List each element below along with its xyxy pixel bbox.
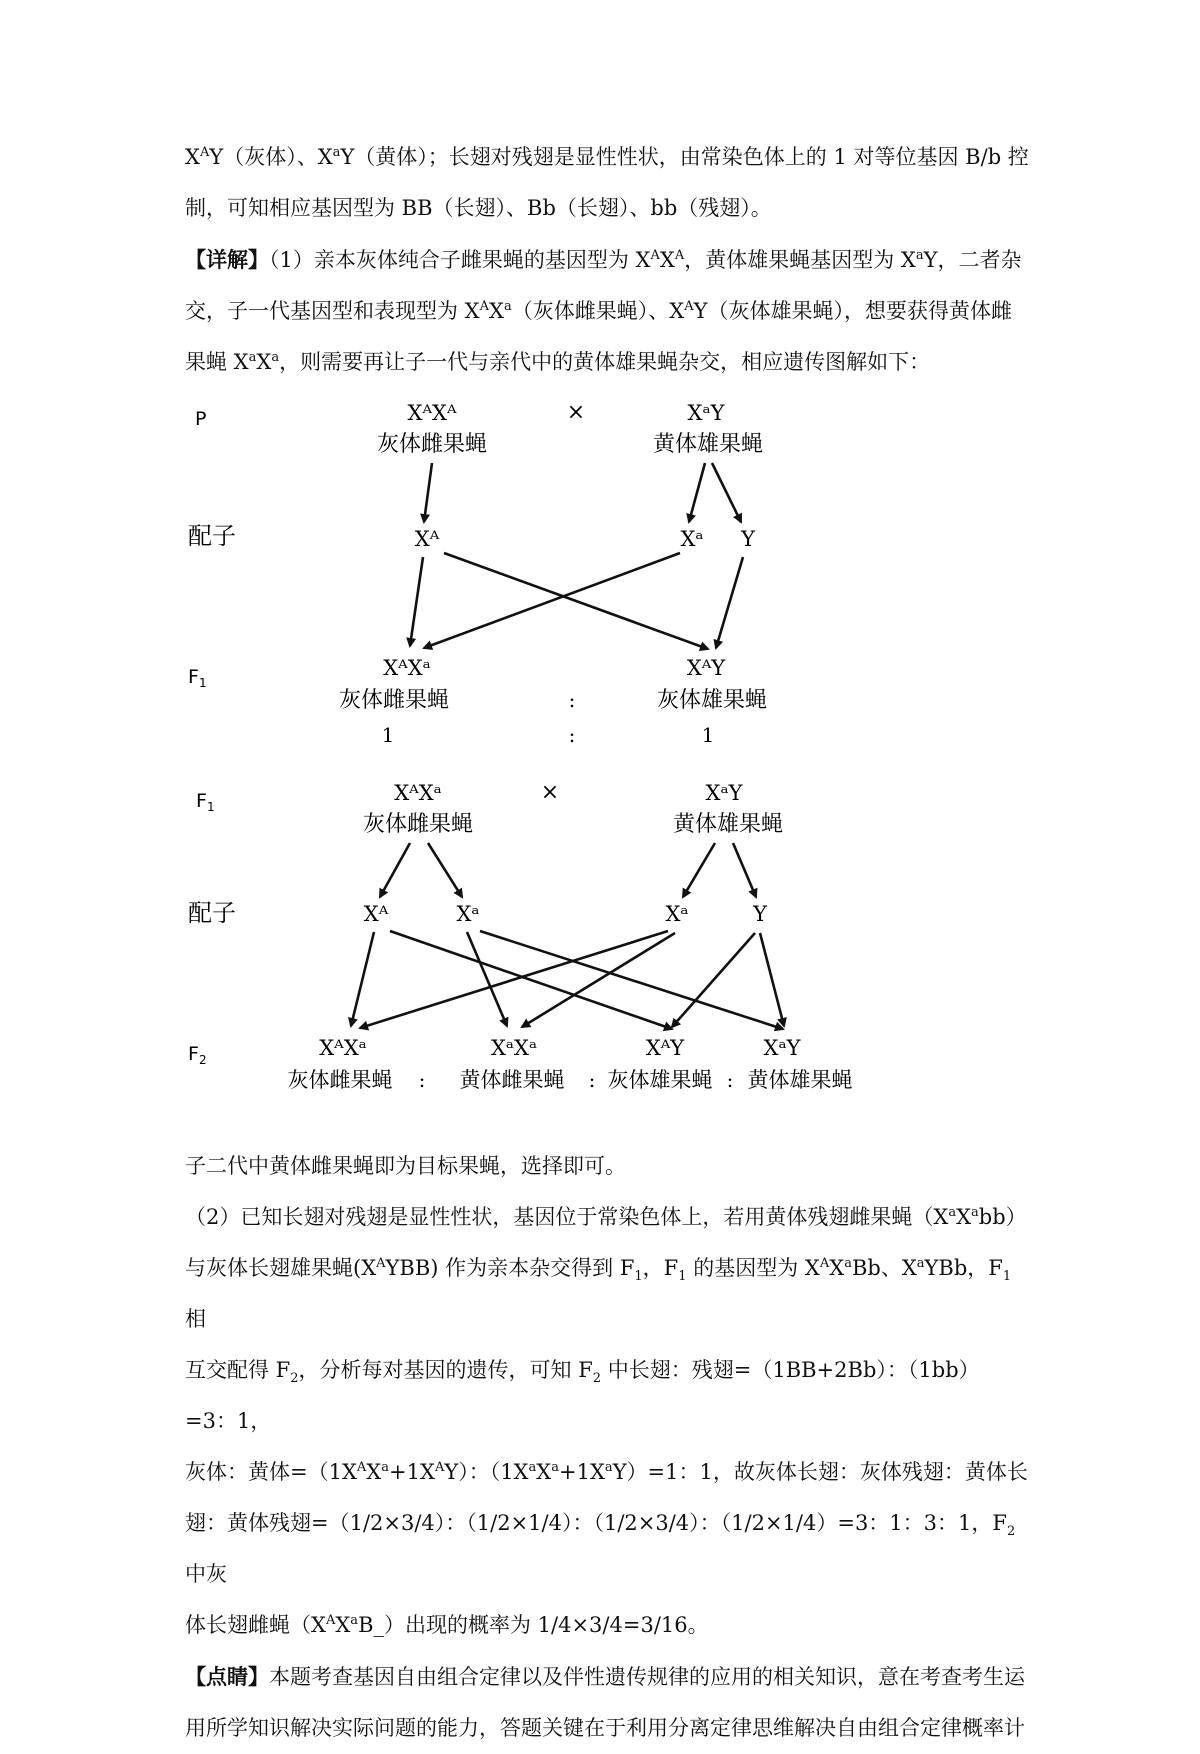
- part2-line-1: （2）已知长翅对残翅是显性性状，基因位于常染色体上，若用黄体残翅雌果蝇$(X^aX^abb)$: [185, 1205, 1027, 1229]
- f1-ratio-right: 1: [701, 723, 715, 747]
- f1-colon-2: :: [568, 723, 576, 747]
- f1-female-label: 灰体雌果蝇: [338, 688, 450, 713]
- intro-line-2: 制，可知相应基因型为 BB（长翅）、Bb（长翅）、bb（残翅）。: [185, 196, 772, 220]
- parent-male-label: 黄体雄果蝇: [652, 432, 764, 457]
- genetic-cross-diagram: [0, 385, 1200, 1105]
- comment-line-1: 【点睛】本题考查基因自由组合定律以及伴性遗传规律的应用的相关知识，意在考查考生运: [185, 1664, 1025, 1689]
- parent-male-genotype: XᵃY: [687, 401, 725, 425]
- part2-line-5: 翅：黄体残翅=（1/2×3/4）：（1/2×1/4）：（1/2×3/4）：（1/2×1/4）=3：1：3：1，$F_2$ 中灰: [185, 1511, 1016, 1586]
- part2-line-4: 灰体：黄体$=(1X^AX^a+1X^AY)$：$(1X^aX^a+1X^aY)=1$：1，故灰体长翅：灰体残翅：黄体长: [185, 1460, 1028, 1484]
- gamete2-XA: Xᴬ: [363, 902, 389, 926]
- f1-male-label: 灰体雄果蝇: [656, 688, 768, 713]
- part2-line-6: 体长翅雌蝇$(X^AX^aB\_)$出现的概率为 1/4×3/4=3/16。: [185, 1613, 709, 1637]
- f2-colon-3: :: [726, 1068, 734, 1092]
- diagram1-arrows: [410, 463, 743, 649]
- f2-label-4: 黄体雄果蝇: [747, 1068, 853, 1092]
- after-line-1: 子二代中黄体雌果蝇即为目标果蝇，选择即可。: [185, 1154, 626, 1178]
- gamete-Y: Y: [741, 527, 755, 551]
- row-label-gamete: 配子: [188, 522, 236, 550]
- gamete2-Xa-male: Xᵃ: [665, 902, 689, 926]
- detail-line-3: 果蝇 $X^aX^a$，则需要再让子一代与亲代中的黄体雄果蝇杂交，相应遗传图解如下：: [185, 350, 931, 374]
- row-label-f1: $F_1$: [188, 666, 207, 690]
- diagram-parent-cross: [188, 400, 767, 747]
- cross-symbol-2: ×: [540, 780, 560, 805]
- intro-paragraph: [185, 132, 1030, 388]
- part2-paragraph: [185, 1192, 1030, 1754]
- f2-genotype-3: XᴬY: [645, 1036, 685, 1060]
- row-label-p: P: [195, 408, 207, 430]
- detail-line-1: 【详解】（1）亲本灰体纯合子雌果蝇的基因型为 $X^AX^A$，黄体雄果蝇基因型为 $X^aY$，二者杂: [185, 247, 1022, 272]
- gamete-XA: Xᴬ: [414, 527, 440, 551]
- f2-label-2: 黄体雌果蝇: [459, 1068, 565, 1092]
- comment-line-2: 用所学知识解决实际问题的能力，答题关键在于利用分离定律思维解决自由组合定律概率计: [185, 1716, 1025, 1740]
- cross-symbol: ×: [566, 400, 586, 425]
- gamete2-Y: Y: [753, 902, 767, 926]
- row2-label-f1: $F_1$: [196, 790, 215, 814]
- parent-female-label: 灰体雌果蝇: [376, 432, 488, 457]
- f1-male-genotype: XᴬY: [686, 656, 726, 680]
- f1-cross-female-genotype: XᴬXᵃ: [394, 781, 442, 805]
- f1-ratio-left: 1: [381, 723, 395, 747]
- f2-label-1: 灰体雌果蝇: [287, 1068, 393, 1092]
- part2-line-2: 与灰体长翅雄果蝇$(X^AYBB)$ 作为亲本杂交得到 $F_1$，$F_1$ 的基因型为 $X^AX^aBb$、$X^aYBb$，$F_1$ 相: [185, 1256, 1012, 1331]
- after-diagram-text: [185, 1141, 1030, 1192]
- gamete-Xa: Xᵃ: [680, 527, 704, 551]
- f2-label-3: 灰体雄果蝇: [607, 1068, 713, 1092]
- f1-cross-male-genotype: XᵃY: [705, 781, 743, 805]
- f2-genotype-4: XᵃY: [763, 1036, 801, 1060]
- intro-line-1: $X^AY$（灰体）、$X^aY$（黄体）；长翅对残翅是显性性状，由常染色体上的 1 对等位基因 B/b 控: [185, 145, 1029, 169]
- row2-label-f2: $F_2$: [188, 1043, 207, 1067]
- gamete2-Xa-female: Xᵃ: [456, 902, 480, 926]
- f2-genotype-1: XᴬXᵃ: [319, 1036, 367, 1060]
- f2-colon-1: :: [418, 1068, 426, 1092]
- f2-genotype-2: XᵃXᵃ: [490, 1036, 538, 1060]
- row2-label-gamete: 配子: [188, 899, 236, 927]
- detail-line-2: 交，子一代基因型和表现型为 $X^AX^a$（灰体雌果蝇）、$X^AY$（灰体雄果蝇），想要获得黄体雌: [185, 299, 1012, 323]
- f1-colon: :: [568, 688, 576, 712]
- f1-female-genotype: XᴬXᵃ: [383, 656, 431, 680]
- diagram2-arrows: [351, 843, 784, 1029]
- f1-cross-male-label: 黄体雄果蝇: [672, 812, 784, 837]
- f2-colon-2: :: [588, 1068, 596, 1092]
- part2-line-3: 互交配得 $F_2$，分析每对基因的遗传，可知 $F_2$ 中长翅：残翅=（1BB+2Bb）：（1bb）=3：1，: [185, 1358, 980, 1433]
- parent-female-genotype: XᴬXᴬ: [407, 401, 457, 425]
- f1-cross-female-label: 灰体雌果蝇: [362, 812, 474, 837]
